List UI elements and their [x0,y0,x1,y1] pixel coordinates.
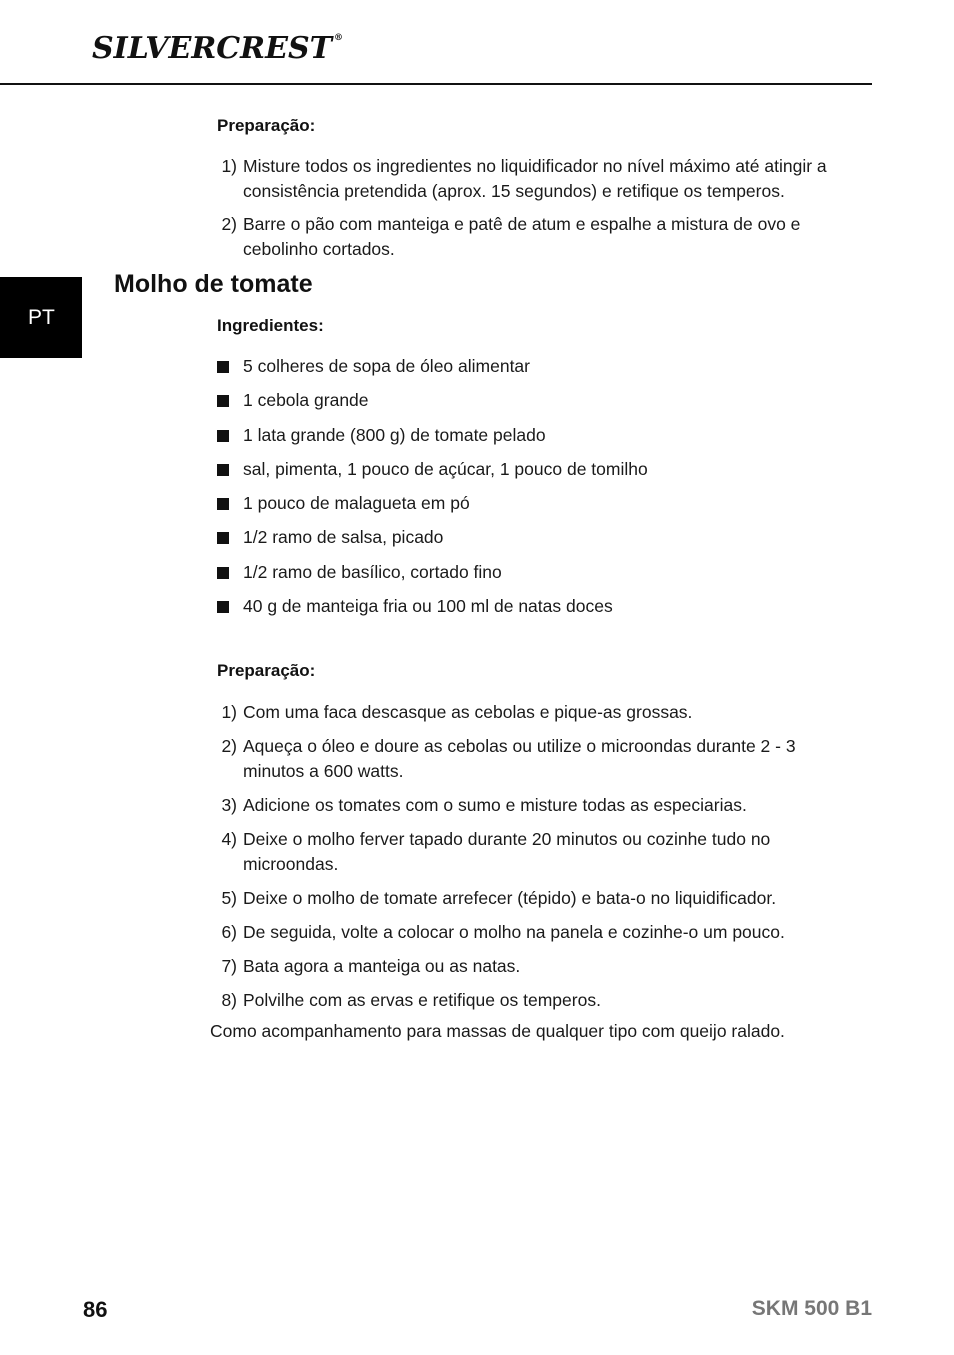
step-number: 2) [221,736,237,756]
language-label: PT [28,306,55,329]
ingredient-item [217,560,502,585]
ingredient-text: 1 lata grande (800 g) de tomate pelado [243,425,546,445]
recipe-step [217,886,857,911]
prep1-step [217,212,857,262]
ingredients-heading: Ingredientes: [217,316,324,335]
step-text: Barre o pão com manteiga e patê de atum e espalhe a mistura de ovo e cebolinho cortados. [243,214,801,259]
registered-mark: ® [333,33,343,43]
brand-logo [92,31,343,66]
bullet-square-icon [217,464,229,476]
step-number: 4) [221,829,237,849]
ingredient-text: sal, pimenta, 1 pouco de açúcar, 1 pouco de tomilho [243,459,648,479]
step-text: Polvilhe com as ervas e retifique os temperos. [243,990,601,1010]
ingredient-text: 1/2 ramo de basílico, cortado fino [243,562,502,582]
step-number: 5) [221,888,237,908]
recipe-step [217,700,817,725]
bullet-square-icon [217,601,229,613]
brand-name: SILVERCREST [92,31,332,66]
bullet-square-icon [217,361,229,373]
recipe-step [217,734,817,784]
step-text: Bata agora a manteiga ou as natas. [243,956,521,976]
ingredient-text: 1 pouco de malagueta em pó [243,493,470,513]
recipe-step [217,988,857,1013]
ingredient-text: 1/2 ramo de salsa, picado [243,527,444,547]
step-text: De seguida, volte a colocar o molho na panela e cozinhe-o um pouco. [243,922,785,942]
ingredient-text: 5 colheres de sopa de óleo alimentar [243,356,530,376]
recipe-step [217,954,857,979]
prep1-step [217,154,857,204]
step-text: Misture todos os ingredientes no liquidificador no nível máximo até atingir a consistência pretendida (aprox. 15 segundos) e retifique os temperos. [243,156,827,201]
recipe-step [217,920,857,945]
model-number: SKM 500 B1 [751,1297,872,1320]
step-number: 7) [221,956,237,976]
ingredient-item [217,491,470,516]
bullet-square-icon [217,498,229,510]
page-number: 86 [83,1297,108,1322]
ingredient-item [217,594,613,619]
ingredient-item [217,423,546,448]
step-number: 6) [221,922,237,942]
recipe-step [217,793,817,818]
recipe-step [217,827,817,877]
prep1-heading: Preparação: [217,116,316,135]
step-text: Aqueça o óleo e doure as cebolas ou utilize o microondas durante 2 - 3 minutos a 600 watts. [243,736,796,781]
step-text: Com uma faca descasque as cebolas e pique-as grossas. [243,702,693,722]
ingredient-item [217,388,369,413]
step-text: Adicione os tomates com o sumo e misture todas as especiarias. [243,795,747,815]
prep2-heading: Preparação: [217,661,316,680]
ingredient-item [217,457,648,482]
bullet-square-icon [217,532,229,544]
step-text: Deixe o molho de tomate arrefecer (tépido) e bata-o no liquidificador. [243,888,777,908]
ingredient-text: 40 g de manteiga fria ou 100 ml de natas doces [243,596,613,616]
recipe-title: Molho de tomate [114,270,313,298]
step-number: 1) [221,702,237,722]
step-text: Deixe o molho ferver tapado durante 20 minutos ou cozinhe tudo no microondas. [243,829,771,874]
bullet-square-icon [217,567,229,579]
language-tab [0,277,82,358]
bullet-square-icon [217,430,229,442]
ingredient-item [217,354,530,379]
step-number: 2) [221,214,237,234]
bullet-square-icon [217,395,229,407]
ingredient-item [217,525,443,550]
ingredient-text: 1 cebola grande [243,390,369,410]
step-number: 3) [221,795,237,815]
closing-note: Como acompanhamento para massas de qualquer tipo com queijo ralado. [210,1021,785,1041]
step-number: 1) [221,156,237,176]
step-number: 8) [221,990,237,1010]
header-rule [0,83,872,85]
